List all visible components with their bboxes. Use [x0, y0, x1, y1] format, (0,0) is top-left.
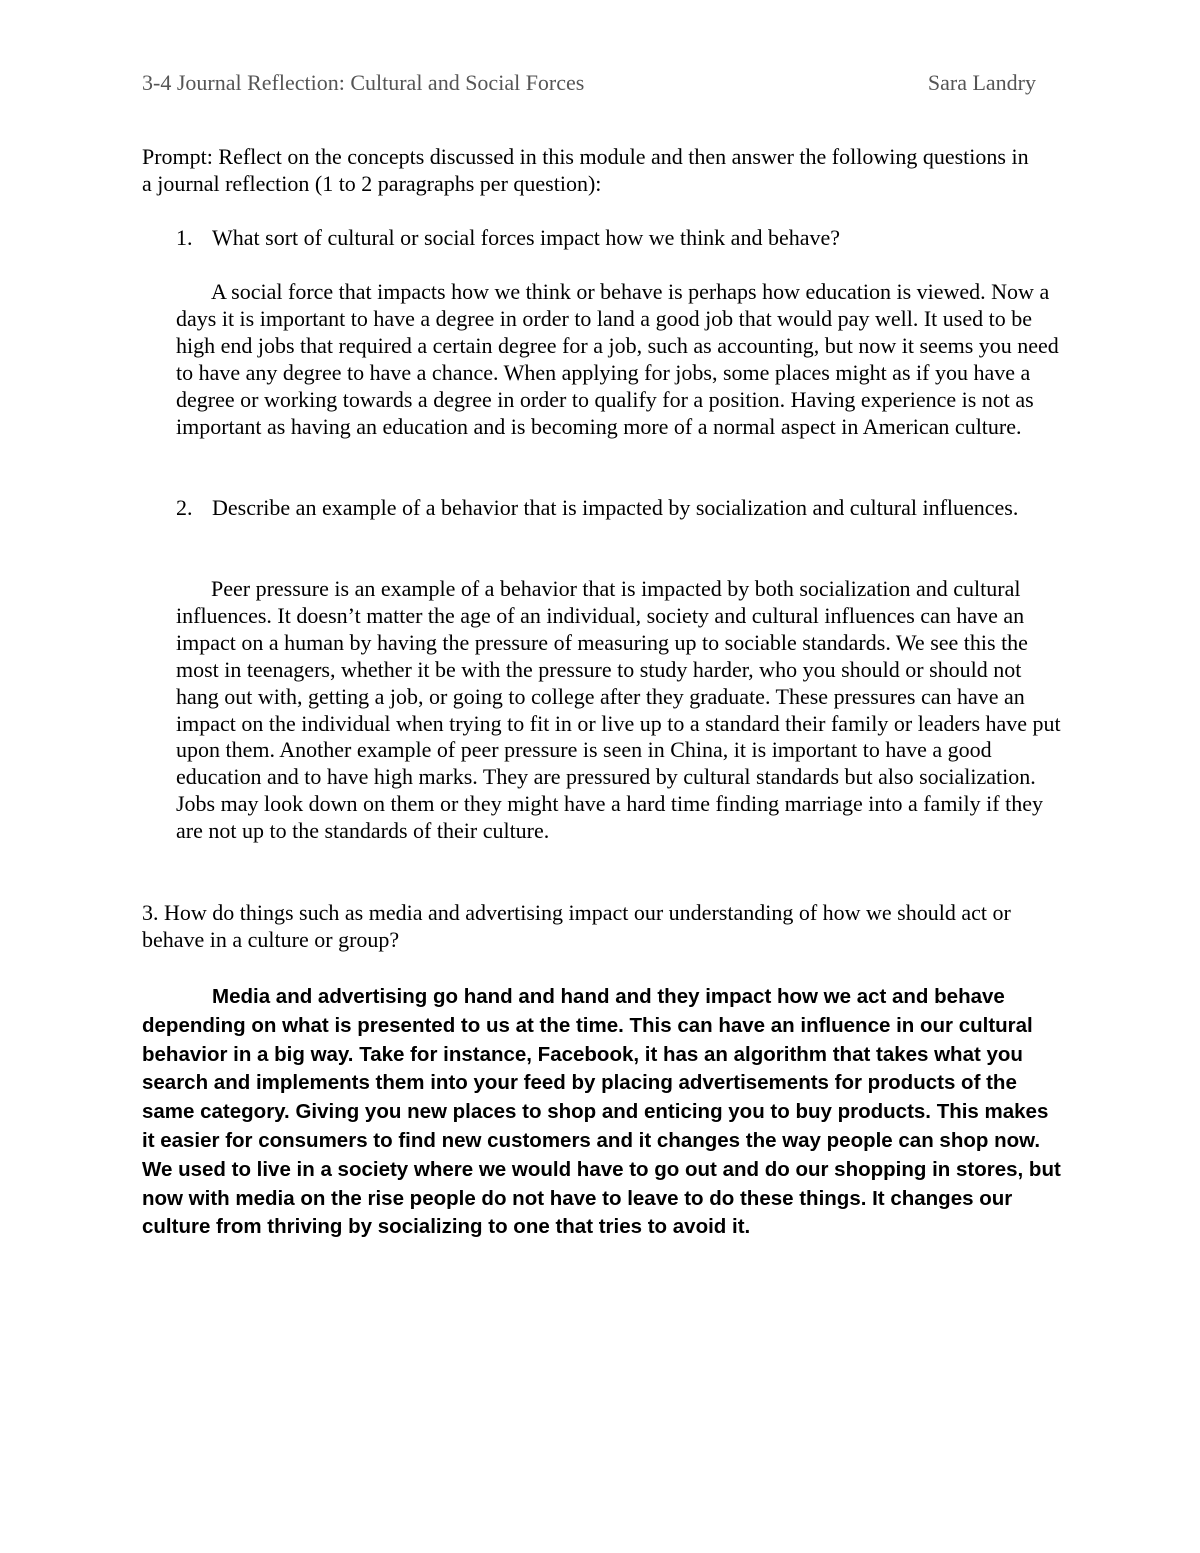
question-3-number: 3. — [142, 900, 159, 925]
answer-3 — [142, 983, 1062, 1242]
question-1-text: What sort of cultural or social forces impact how we think and behave? — [212, 225, 840, 250]
answer-2 — [176, 576, 1066, 845]
question-2 — [142, 495, 1032, 522]
question-1 — [142, 225, 1032, 252]
question-3-text: How do things such as media and advertising impact our understanding of how we should act or behave in a culture or group? — [142, 900, 1011, 952]
answer-3-text: Media and advertising go hand and hand and they impact how we act and behave depending on what is presented to us at the time. This can have an influence in our cultural behavior in a big way. Take for instance, Facebook, it has an algorithm that takes what you search and implements them into your feed by placing advertisements for products of the same category. Giving you new places to shop and enticing you to buy products. This makes it easier for consumers to find new customers and it changes the way people can shop now. We used to live in a society where we would have to go out and do our shopping in stores, but now with media on the rise people do not have to leave to do these things. It changes our culture from thriving by socializing to one that tries to avoid it. — [142, 985, 1061, 1239]
prompt-text: Prompt: Reflect on the concepts discussed in this module and then answer the following questions in a journal reflection (1 to 2 paragraphs per question): — [142, 144, 1029, 196]
answer-1 — [176, 279, 1066, 440]
answer-1-text: A social force that impacts how we think or behave is perhaps how education is viewed. Now a days it is important to have a degree in order to land a good job that would pay well. It used to be high end jobs that required a certain degree for a job, such as accounting, but now it seems you need to have any degree to have a chance. When applying for jobs, some places might as if you have a degree or working towards a degree in order to qualify for a position. Having experience is not as important as having an education and is becoming more of a normal aspect in American culture. — [176, 279, 1059, 439]
question-1-number: 1. — [176, 225, 193, 250]
question-3 — [142, 900, 1062, 954]
page-header — [142, 70, 1036, 102]
header-author: Sara Landry — [927, 70, 1036, 95]
answer-2-text: Peer pressure is an example of a behavior that is impacted by both socialization and cultural influences. It doesn’t matter the age of an individual, society and cultural influences can have an impact on a human by having the pressure of measuring up to sociable standards. We see this the most in teenagers, whether it be with the pressure to study harder, who you should or should not hang out with, getting a job, or going to college after they graduate. These pressures can have an impact on the individual when trying to fit in or live up to a standard their family or leaders have put upon them. Another example of peer pressure is seen in China, it is important to have a good education and to have high marks. They are pressured by cultural standards but also socialization. Jobs may look down on them or they might have a hard time finding marriage into a family if they are not up to the standards of their culture. — [176, 576, 1061, 844]
header-title: 3-4 Journal Reflection: Cultural and Social Forces — [142, 70, 585, 95]
question-2-text: Describe an example of a behavior that is impacted by socialization and cultural influences. — [212, 495, 1019, 520]
question-2-number: 2. — [176, 495, 193, 520]
